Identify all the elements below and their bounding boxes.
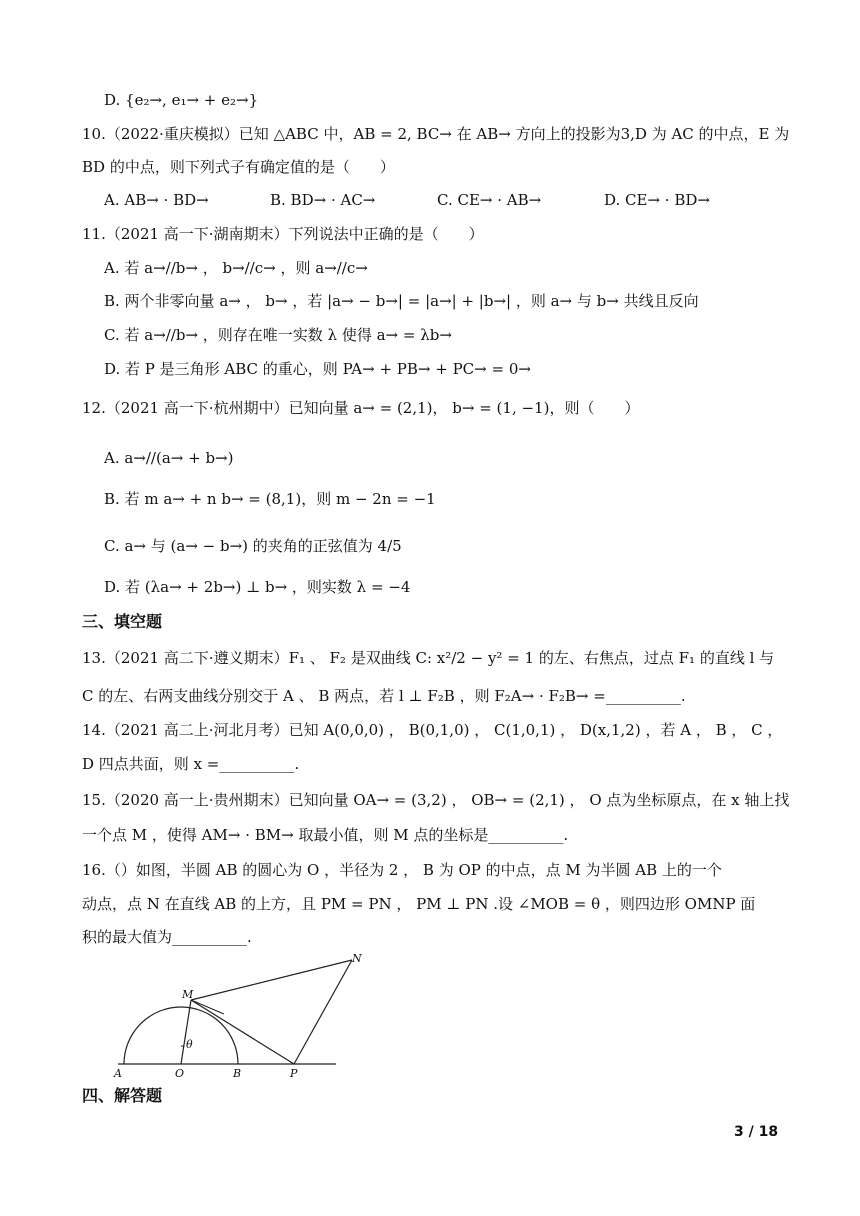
section-answer: 四、解答题 <box>82 1086 163 1105</box>
segment-mb <box>191 1000 224 1014</box>
q11-option-c: C. 若 a→//b→ ，则存在唯一实数 λ 使得 a→ = λb→ <box>104 326 452 344</box>
semicircle-figure <box>108 950 368 1080</box>
q13-stem-line2: C 的左、右两支曲线分别交于 A 、 B 两点，若 l ⊥ F₂B ，则 F₂A→ · F₂B→ =__________. <box>82 687 686 705</box>
q13-stem-line1: 13.（2021 高二下·遵义期末）F₁ 、 F₂ 是双曲线 C: x²/2 − y² = 1 的左、右焦点，过点 F₁ 的直线 l 与 <box>82 649 775 667</box>
q15-stem-line2: 一个点 M ，使得 AM→ · BM→ 取最小值，则 M 点的坐标是__________. <box>82 826 569 844</box>
q12-option-d: D. 若 (λa→ + 2b→) ⊥ b→ ，则实数 λ = −4 <box>104 578 411 596</box>
q9-option-d: D. {e₂→, e₁→ + e₂→} <box>104 91 259 109</box>
q16-stem-line1: 16.（）如图，半圆 AB 的圆心为 O ，半径为 2 ， B 为 OP 的中点，点 M 为半圆 AB 上的一个 <box>82 861 722 879</box>
segment-mp <box>191 1000 294 1064</box>
label-b: B <box>233 1067 242 1080</box>
label-p: P <box>290 1067 298 1080</box>
segment-np <box>294 960 352 1064</box>
label-m: M <box>182 988 194 1001</box>
q14-stem-line1: 14.（2021 高二上·河北月考）已知 A(0,0,0) ， B(0,1,0) ， C(1,0,1) ， D(x,1,2) ，若 A ， B ， C ， <box>82 721 783 739</box>
q14-stem-line2: D 四点共面，则 x =__________. <box>82 755 300 773</box>
q15-stem-line1: 15.（2020 高一上·贵州期末）已知向量 OA→ = (3,2) ， OB→ = (2,1) ， O 点为坐标原点，在 x 轴上找 <box>82 791 790 809</box>
q16-stem-line3: 积的最大值为__________. <box>82 928 252 946</box>
segment-om <box>181 1000 191 1064</box>
q10-stem-line2: BD 的中点，则下列式子有确定值的是（ ） <box>82 158 395 176</box>
segment-mn <box>191 960 352 1000</box>
q11-option-b: B. 两个非零向量 a→ ， b→ ，若 |a→ − b→| = |a→| + |b→| ，则 a→ 与 b→ 共线且反向 <box>104 292 699 310</box>
label-theta: θ <box>186 1038 193 1051</box>
q10-option-a: A. AB→ · BD→ <box>104 191 209 209</box>
label-n: N <box>352 952 362 965</box>
q10-option-c: C. CE→ · AB→ <box>437 191 542 209</box>
section-fill-in: 三、填空题 <box>82 612 163 631</box>
q11-option-a: A. 若 a→//b→ ， b→//c→ ，则 a→//c→ <box>104 259 368 277</box>
q11-stem: 11.（2021 高一下·湖南期末）下列说法中正确的是（ ） <box>82 225 484 243</box>
q10-stem-line1: 10.（2022·重庆模拟）已知 △ABC 中，AB = 2, BC→ 在 AB→ 方向上的投影为3,D 为 AC 的中点，E 为 <box>82 125 790 143</box>
label-a: A <box>114 1067 122 1080</box>
q12-stem: 12.（2021 高一下·杭州期中）已知向量 a→ = (2,1)， b→ = (1, −1)，则（ ） <box>82 399 640 417</box>
semicircle-arc <box>124 1007 238 1064</box>
q12-option-c: C. a→ 与 (a→ − b→) 的夹角的正弦值为 4/5 <box>104 537 402 555</box>
label-o: O <box>175 1067 185 1080</box>
q11-option-d: D. 若 P 是三角形 ABC 的重心，则 PA→ + PB→ + PC→ = 0→ <box>104 360 531 378</box>
q10-option-b: B. BD→ · AC→ <box>270 191 376 209</box>
q12-option-a: A. a→//(a→ + b→) <box>104 449 234 467</box>
q16-stem-line2: 动点，点 N 在直线 AB 的上方，且 PM = PN ， PM ⊥ PN .设 ∠MOB = θ ，则四边形 OMNP 面 <box>82 895 756 913</box>
q10-option-d: D. CE→ · BD→ <box>604 191 710 209</box>
q12-option-b: B. 若 m a→ + n b→ = (8,1)，则 m − 2n = −1 <box>104 490 436 508</box>
page-number: 3 / 18 <box>734 1124 779 1140</box>
